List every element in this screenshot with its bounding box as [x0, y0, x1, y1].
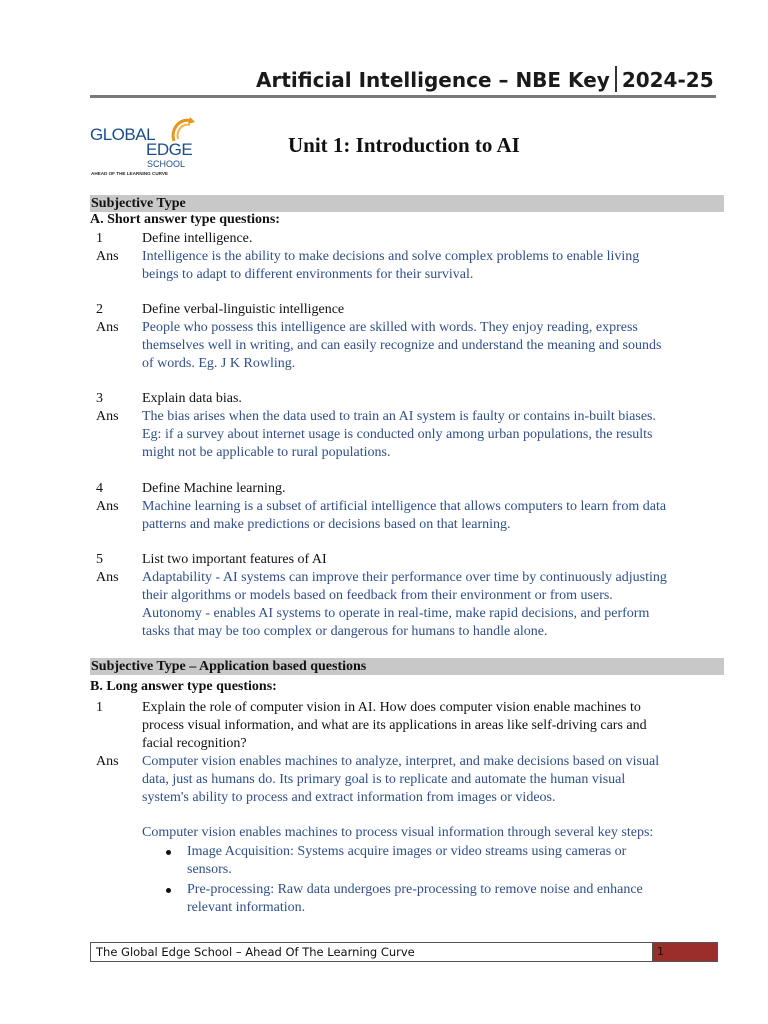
answer-line: data, just as humans do. Its primary goal is to replicate and automate the human visual	[142, 772, 626, 787]
answer-line: Adaptability - AI systems can improve their performance over time by continuously adjusting	[142, 570, 667, 585]
answer-text	[142, 408, 717, 462]
question-text: Define verbal-linguistic intelligence	[142, 302, 345, 317]
question-number: 3	[96, 391, 103, 406]
question-number: 1	[96, 700, 103, 715]
section-a-bar: Subjective Type	[90, 195, 724, 212]
footer-page-number: 1	[652, 943, 717, 961]
question-text: Define Machine learning.	[142, 481, 286, 496]
answer-line: People who possess this intelligence are skilled with words. They enjoy reading, express	[142, 320, 638, 335]
bullet-line: relevant information.	[187, 900, 306, 915]
answer-label: Ans	[96, 570, 119, 585]
footer-text: The Global Edge School – Ahead Of The Learning Curve	[96, 945, 415, 959]
answer-line: patterns and make predictions or decisions based on that learning.	[142, 517, 511, 532]
bullet-dot-icon	[166, 888, 171, 893]
answer-text	[142, 753, 717, 807]
answer-text	[142, 248, 717, 284]
answer-label: Ans	[96, 409, 119, 424]
unit-title: Unit 1: Introduction to AI	[288, 133, 520, 157]
bullet-item	[162, 881, 712, 917]
answer-line: system's ability to process and extract information from images or videos.	[142, 790, 556, 805]
page-footer	[90, 942, 718, 962]
logo-swirl-icon	[170, 115, 196, 145]
answer-label: Ans	[96, 320, 119, 335]
answer-line: Machine learning is a subset of artificial intelligence that allows computers to learn from data	[142, 499, 667, 514]
question-number: 5	[96, 552, 103, 567]
logo-school-text: SCHOOL	[147, 159, 186, 169]
answer-text	[142, 498, 717, 534]
answer-text	[142, 569, 717, 641]
question-line: facial recognition?	[142, 736, 247, 751]
bullet-item	[162, 843, 712, 879]
logo-global-text: GLOBAL	[90, 125, 156, 144]
question-text	[142, 699, 717, 753]
logo-edge-text: EDGE	[146, 140, 193, 159]
question-text: Define intelligence.	[142, 231, 253, 246]
answer-line: Eg: if a survey about internet usage is conducted only among urban populations, the results	[142, 427, 653, 442]
steps-bullet-list	[162, 843, 712, 919]
answer-line: their algorithms or models based on feedback from their environment or from users.	[142, 588, 613, 603]
bullet-line: Pre-processing: Raw data undergoes pre-processing to remove noise and enhance	[187, 882, 643, 897]
answer-line: Autonomy - enables AI systems to operate in real-time, make rapid decisions, and perform	[142, 606, 650, 621]
section-a-heading: A. Short answer type questions:	[90, 212, 280, 227]
answer-line: The bias arises when the data used to train an AI system is faulty or contains in-built biases.	[142, 409, 656, 424]
question-number: 4	[96, 481, 103, 496]
answer-line: tasks that may be too complex or dangerous for humans to handle alone.	[142, 624, 548, 639]
answer-line: Computer vision enables machines to analyze, interpret, and make decisions based on visual	[142, 754, 660, 769]
bullet-line: Image Acquisition: Systems acquire images or video streams using cameras or	[187, 844, 627, 859]
answer-line: Intelligence is the ability to make decisions and solve complex problems to enable living	[142, 249, 640, 264]
answer-text	[142, 319, 717, 373]
answer-line: might not be applicable to rural populations.	[142, 445, 391, 460]
answer-line: of words. Eg. J K Rowling.	[142, 356, 296, 371]
question-line: Explain the role of computer vision in AI. How does computer vision enable machines to	[142, 700, 641, 715]
header-separator	[615, 66, 617, 92]
header-year: 2024-25	[621, 68, 714, 92]
bullet-dot-icon	[166, 850, 171, 855]
question-text: Explain data bias.	[142, 391, 242, 406]
steps-intro: Computer vision enables machines to process visual information through several key steps:	[142, 825, 654, 840]
answer-label: Ans	[96, 249, 119, 264]
school-logo	[84, 113, 204, 183]
answer-label: Ans	[96, 754, 119, 769]
question-number: 1	[96, 231, 103, 246]
section-b-heading: B. Long answer type questions:	[90, 679, 277, 694]
question-text: List two important features of AI	[142, 552, 327, 567]
question-line: process visual information, and what are its applications in areas like self-driving cars and	[142, 718, 647, 733]
bullet-line: sensors.	[187, 862, 232, 877]
header-title-text: Artificial Intelligence – NBE Key	[256, 68, 610, 92]
document-header-title	[256, 66, 714, 92]
question-number: 2	[96, 302, 103, 317]
section-b-bar: Subjective Type – Application based questions	[90, 658, 724, 675]
answer-label: Ans	[96, 499, 119, 514]
answer-line: beings to adapt to different environments for their survival.	[142, 267, 474, 282]
header-rule	[90, 95, 716, 98]
logo-tagline: AHEAD OF THE LEARNING CURVE	[91, 171, 168, 176]
answer-line: themselves well in writing, and can easily recognize and understand the meaning and sounds	[142, 338, 662, 353]
